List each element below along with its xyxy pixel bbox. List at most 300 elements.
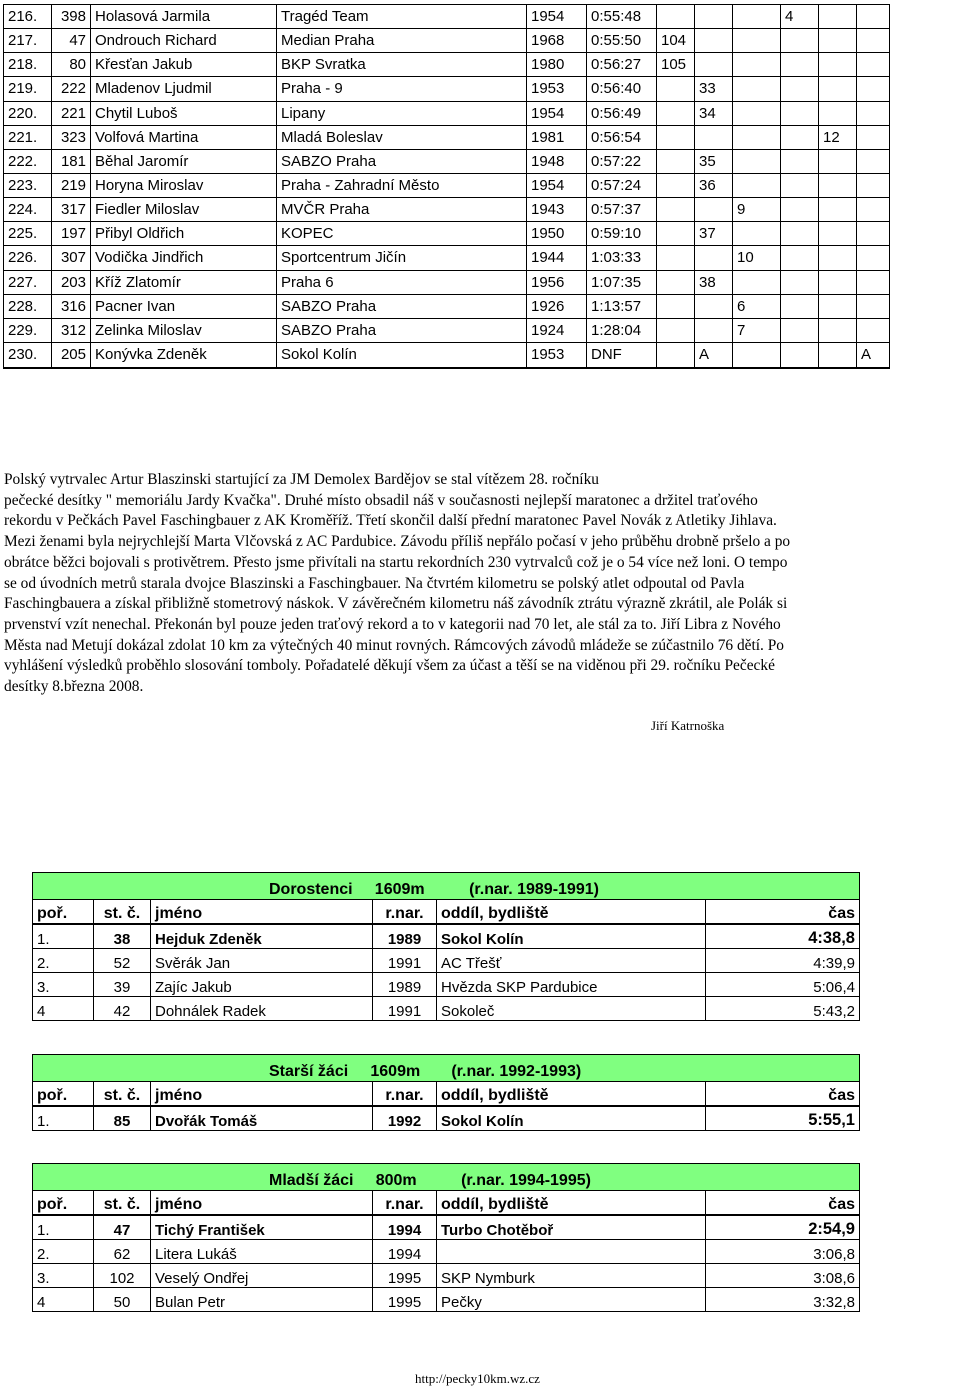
cell-no: 317	[52, 198, 91, 222]
header-no: st. č.	[94, 1191, 151, 1216]
cell-c12	[857, 198, 890, 222]
cell-name: Litera Lukáš	[151, 1240, 373, 1264]
cell-c12	[857, 246, 890, 270]
cell-c10	[781, 222, 819, 246]
cell-year: 1953	[527, 77, 587, 101]
cell-time: 5:55,1	[706, 1106, 860, 1131]
table-row	[33, 1240, 860, 1264]
cell-c9	[733, 29, 781, 53]
cell-place: 227.	[4, 270, 52, 294]
cell-year: 1989	[373, 973, 437, 997]
cell-c12	[857, 77, 890, 101]
cell-c12	[857, 270, 890, 294]
cell-c10	[781, 318, 819, 342]
cell-no: 323	[52, 125, 91, 149]
cell-time: 1:03:33	[587, 246, 657, 270]
report-line: Polský vytrvalec Artur Blaszinski startující za JM Demolex Bardějov se stal vítězem 28. ročníku	[4, 471, 599, 488]
header-club: oddíl, bydliště	[437, 1191, 706, 1216]
cell-year: 1948	[527, 149, 587, 173]
cell-time: 0:57:22	[587, 149, 657, 173]
cell-c9	[733, 53, 781, 77]
table-row	[4, 222, 890, 246]
cell-c7	[657, 222, 695, 246]
cell-year: 1954	[527, 101, 587, 125]
cell-c10	[781, 77, 819, 101]
cell-name: Volfová Martina	[91, 125, 277, 149]
cell-no: 197	[52, 222, 91, 246]
cell-no: 47	[94, 1215, 151, 1240]
category-title: Dorostenci 1609m (r.nar. 1989-1991)	[33, 873, 860, 900]
cell-c10	[781, 149, 819, 173]
cell-c12	[857, 222, 890, 246]
header-place: poř.	[33, 900, 94, 925]
cell-c8	[695, 246, 733, 270]
table-row	[4, 173, 890, 197]
table-row	[4, 53, 890, 77]
cell-c9	[733, 270, 781, 294]
header-place: poř.	[33, 1191, 94, 1216]
report-line: prvenství vzít nenechal. Překonán byl pouze jeden traťový rekord a to v kategorii nad 70 let, ale stál za to. Jiří Libra z Nového	[4, 615, 781, 633]
footer-url: http://pecky10km.wz.cz	[415, 1371, 540, 1386]
cell-time: 0:55:50	[587, 29, 657, 53]
cell-c9: 10	[733, 246, 781, 270]
cell-place: 224.	[4, 198, 52, 222]
cell-c8	[695, 294, 733, 318]
cell-c10	[781, 125, 819, 149]
category-title: Starší žáci 1609m (r.nar. 1992-1993)	[33, 1055, 860, 1082]
cell-c7	[657, 294, 695, 318]
cell-year: 1992	[373, 1106, 437, 1131]
cell-c7	[657, 342, 695, 368]
cell-time: 0:55:48	[587, 5, 657, 29]
cell-year: 1991	[373, 997, 437, 1021]
cell-time: 2:54,9	[706, 1215, 860, 1240]
cell-time: 0:56:40	[587, 77, 657, 101]
cell-no: 398	[52, 5, 91, 29]
cell-time: 0:56:49	[587, 101, 657, 125]
category-table-mladsi-zaci	[32, 1163, 860, 1312]
report-line: vyhlášení výsledků proběhlo slosování tomboly. Pořadatelé děkují všem za účast a těší se na viděnou při 29. ročníku Pečecké	[4, 657, 775, 675]
cell-place: 225.	[4, 222, 52, 246]
cell-time: 3:06,8	[706, 1240, 860, 1264]
cell-time: 1:28:04	[587, 318, 657, 342]
cell-no: 85	[94, 1106, 151, 1131]
cell-no: 38	[94, 924, 151, 949]
cell-c7: 104	[657, 29, 695, 53]
cell-name: Chytil Luboš	[91, 101, 277, 125]
table-row	[33, 949, 860, 973]
cell-time: 4:38,8	[706, 924, 860, 949]
cell-place: 2.	[33, 1240, 94, 1264]
cell-no: 52	[94, 949, 151, 973]
cell-c8: 34	[695, 101, 733, 125]
cell-no: 102	[94, 1264, 151, 1288]
table-row	[33, 1264, 860, 1288]
cell-place: 222.	[4, 149, 52, 173]
cell-time: 1:13:57	[587, 294, 657, 318]
table-row	[4, 101, 890, 125]
cell-c11: 12	[819, 125, 857, 149]
cell-time: 3:08,6	[706, 1264, 860, 1288]
cell-name: Křesťan Jakub	[91, 53, 277, 77]
header-year: r.nar.	[373, 1191, 437, 1216]
cell-club: Sokol Kolín	[277, 342, 527, 368]
cell-name: Hejduk Zdeněk	[151, 924, 373, 949]
cell-c7	[657, 5, 695, 29]
category-title-row	[33, 1164, 860, 1191]
cell-c7	[657, 125, 695, 149]
cell-no: 307	[52, 246, 91, 270]
cell-club: Sportcentrum Jičín	[277, 246, 527, 270]
cell-c8: 37	[695, 222, 733, 246]
cell-c12	[857, 125, 890, 149]
header-time: čas	[706, 900, 860, 925]
cell-time: 0:57:37	[587, 198, 657, 222]
cell-time: 4:39,9	[706, 949, 860, 973]
cell-no: 39	[94, 973, 151, 997]
cell-year: 1995	[373, 1288, 437, 1312]
cell-c8	[695, 318, 733, 342]
cell-place: 226.	[4, 246, 52, 270]
cell-c8: A	[695, 342, 733, 368]
cell-c12	[857, 294, 890, 318]
cell-name: Fiedler Miloslav	[91, 198, 277, 222]
cell-place: 2.	[33, 949, 94, 973]
cell-name: Zelinka Miloslav	[91, 318, 277, 342]
table-row	[4, 77, 890, 101]
cell-c10	[781, 270, 819, 294]
cell-year: 1968	[527, 29, 587, 53]
cell-club: Hvězda SKP Pardubice	[437, 973, 706, 997]
cell-c12	[857, 5, 890, 29]
cell-club: AC Třešť	[437, 949, 706, 973]
cell-club: Praha 6	[277, 270, 527, 294]
cell-name: Tichý František	[151, 1215, 373, 1240]
cell-year: 1924	[527, 318, 587, 342]
cell-name: Bulan Petr	[151, 1288, 373, 1312]
cell-year: 1954	[527, 5, 587, 29]
report-line: Města nad Metují dokázal zdolat 10 km za výtečných 40 minut rovných. Rámcových závodů mládeže se zúčastnilo 76 dětí. Po	[4, 636, 784, 654]
header-name: jméno	[151, 1082, 373, 1107]
cell-no: 80	[52, 53, 91, 77]
table-row	[4, 5, 890, 29]
cell-c7	[657, 198, 695, 222]
cell-place: 229.	[4, 318, 52, 342]
cell-place: 228.	[4, 294, 52, 318]
cell-c9: 6	[733, 294, 781, 318]
table-row	[33, 997, 860, 1021]
cell-time: 1:07:35	[587, 270, 657, 294]
category-title-row	[33, 873, 860, 900]
cell-no: 62	[94, 1240, 151, 1264]
cell-c7	[657, 77, 695, 101]
cell-no: 222	[52, 77, 91, 101]
cell-c9	[733, 149, 781, 173]
cell-name: Kříž Zlatomír	[91, 270, 277, 294]
cell-c11	[819, 101, 857, 125]
cell-club: MVČR Praha	[277, 198, 527, 222]
cell-c10: 4	[781, 5, 819, 29]
cell-c8	[695, 5, 733, 29]
results-table	[3, 4, 890, 369]
cell-year: 1944	[527, 246, 587, 270]
cell-time: DNF	[587, 342, 657, 368]
cell-c11	[819, 77, 857, 101]
cell-name: Dohnálek Radek	[151, 997, 373, 1021]
cell-name: Veselý Ondřej	[151, 1264, 373, 1288]
cell-year: 1950	[527, 222, 587, 246]
cell-club: SABZO Praha	[277, 294, 527, 318]
cell-name: Konývka Zdeněk	[91, 342, 277, 368]
report-line: Faschingbauera a získal přibližně stometrový náskok. V závěrečném kilometru náš závodník ztrátu výrazně zkrátil, ale Polák si	[4, 595, 788, 613]
cell-c7	[657, 270, 695, 294]
table-row	[33, 1106, 860, 1131]
category-header-row	[33, 1191, 860, 1216]
header-club: oddíl, bydliště	[437, 1082, 706, 1107]
category-header-row	[33, 1082, 860, 1107]
cell-club: Sokoleč	[437, 997, 706, 1021]
cell-place: 3.	[33, 973, 94, 997]
cell-club: Sokol Kolín	[437, 1106, 706, 1131]
cell-c8	[695, 29, 733, 53]
cell-no: 47	[52, 29, 91, 53]
cell-no: 203	[52, 270, 91, 294]
cell-name: Vodička Jindřich	[91, 246, 277, 270]
header-year: r.nar.	[373, 900, 437, 925]
cell-c12	[857, 101, 890, 125]
cell-place: 1.	[33, 1215, 94, 1240]
cell-c9	[733, 222, 781, 246]
cell-place: 4	[33, 997, 94, 1021]
cell-club	[437, 1240, 706, 1264]
cell-place: 230.	[4, 342, 52, 368]
cell-name: Dvořák Tomáš	[151, 1106, 373, 1131]
cell-year: 1995	[373, 1264, 437, 1288]
header-year: r.nar.	[373, 1082, 437, 1107]
cell-time: 5:43,2	[706, 997, 860, 1021]
cell-c9	[733, 173, 781, 197]
cell-c8	[695, 53, 733, 77]
cell-c10	[781, 53, 819, 77]
cell-c9: 7	[733, 318, 781, 342]
cell-place: 220.	[4, 101, 52, 125]
cell-year: 1994	[373, 1215, 437, 1240]
cell-c11	[819, 270, 857, 294]
header-no: st. č.	[94, 1082, 151, 1107]
table-row	[4, 149, 890, 173]
cell-c10	[781, 246, 819, 270]
cell-year: 1994	[373, 1240, 437, 1264]
cell-c11	[819, 246, 857, 270]
cell-year: 1954	[527, 173, 587, 197]
cell-c10	[781, 173, 819, 197]
cell-c12: A	[857, 342, 890, 368]
cell-year: 1989	[373, 924, 437, 949]
cell-time: 5:06,4	[706, 973, 860, 997]
cell-club: SKP Nymburk	[437, 1264, 706, 1288]
cell-year: 1926	[527, 294, 587, 318]
report-line: desítky 8.března 2008.	[4, 678, 144, 696]
cell-name: Mladenov Ljudmil	[91, 77, 277, 101]
cell-place: 218.	[4, 53, 52, 77]
cell-no: 316	[52, 294, 91, 318]
cell-c9	[733, 342, 781, 368]
cell-club: Pečky	[437, 1288, 706, 1312]
cell-year: 1980	[527, 53, 587, 77]
table-row	[4, 29, 890, 53]
cell-c11	[819, 53, 857, 77]
cell-c12	[857, 149, 890, 173]
cell-club: Turbo Chotěboř	[437, 1215, 706, 1240]
table-row	[4, 342, 890, 368]
cell-c7	[657, 246, 695, 270]
cell-c7	[657, 101, 695, 125]
cell-no: 42	[94, 997, 151, 1021]
category-title-row	[33, 1055, 860, 1082]
cell-time: 0:57:24	[587, 173, 657, 197]
cell-c8: 38	[695, 270, 733, 294]
cell-place: 4	[33, 1288, 94, 1312]
cell-c10	[781, 342, 819, 368]
table-row	[4, 318, 890, 342]
cell-c12	[857, 53, 890, 77]
cell-no: 181	[52, 149, 91, 173]
table-row	[4, 246, 890, 270]
cell-c10	[781, 294, 819, 318]
cell-club: Tragéd Team	[277, 5, 527, 29]
cell-no: 50	[94, 1288, 151, 1312]
cell-c11	[819, 342, 857, 368]
table-row	[33, 973, 860, 997]
cell-club: Median Praha	[277, 29, 527, 53]
report-line: rekordu v Pečkách Pavel Faschingbauer z AK Kroměříž. Třetí skončil další přední maratonec Pavel Novák z Atletiky Jihlava.	[4, 512, 777, 530]
cell-name: Zajíc Jakub	[151, 973, 373, 997]
cell-place: 216.	[4, 5, 52, 29]
cell-name: Běhal Jaromír	[91, 149, 277, 173]
cell-no: 312	[52, 318, 91, 342]
cell-c8: 33	[695, 77, 733, 101]
table-row	[4, 125, 890, 149]
cell-club: Mladá Boleslav	[277, 125, 527, 149]
report-line: pečecké desítky " memoriálu Jardy Kvačka". Druhé místo obsadil náš v současnosti nejlepší maratonec a držitel traťového	[4, 491, 758, 509]
cell-name: Ondrouch Richard	[91, 29, 277, 53]
cell-place: 1.	[33, 924, 94, 949]
cell-c11	[819, 173, 857, 197]
race-report	[4, 470, 960, 698]
report-line: Mezi ženami byla nejrychlejší Marta Vlčovská z AC Pardubice. Závodu příliš nepřálo počasí v jeho průběhu drobně pršelo a po	[4, 533, 791, 551]
report-line: obrátce běžci bojovali s protivětrem. Přesto jsme přivítali na startu rekordních 230 vytrvalců což je o 54 více než loni. O tempo	[4, 553, 788, 571]
cell-c11	[819, 318, 857, 342]
cell-c9	[733, 5, 781, 29]
cell-c12	[857, 173, 890, 197]
cell-time: 0:56:27	[587, 53, 657, 77]
table-row	[4, 294, 890, 318]
cell-c11	[819, 29, 857, 53]
cell-c7	[657, 318, 695, 342]
cell-c11	[819, 5, 857, 29]
cell-club: Praha - 9	[277, 77, 527, 101]
table-row	[4, 270, 890, 294]
header-club: oddíl, bydliště	[437, 900, 706, 925]
cell-year: 1953	[527, 342, 587, 368]
cell-c8	[695, 125, 733, 149]
cell-c10	[781, 198, 819, 222]
cell-c8: 35	[695, 149, 733, 173]
cell-time: 0:56:54	[587, 125, 657, 149]
cell-year: 1981	[527, 125, 587, 149]
cell-name: Svěrák Jan	[151, 949, 373, 973]
cell-c7	[657, 173, 695, 197]
table-row	[33, 924, 860, 949]
cell-c9	[733, 77, 781, 101]
cell-c12	[857, 318, 890, 342]
cell-c7: 105	[657, 53, 695, 77]
header-time: čas	[706, 1082, 860, 1107]
cell-name: Přibyl Oldřich	[91, 222, 277, 246]
cell-c8: 36	[695, 173, 733, 197]
header-time: čas	[706, 1191, 860, 1216]
cell-c11	[819, 149, 857, 173]
cell-name: Holasová Jarmila	[91, 5, 277, 29]
table-row	[33, 1288, 860, 1312]
cell-place: 3.	[33, 1264, 94, 1288]
cell-year: 1943	[527, 198, 587, 222]
cell-club: SABZO Praha	[277, 149, 527, 173]
cell-c9: 9	[733, 198, 781, 222]
cell-place: 219.	[4, 77, 52, 101]
cell-c10	[781, 101, 819, 125]
cell-club: KOPEC	[277, 222, 527, 246]
cell-c12	[857, 29, 890, 53]
cell-place: 1.	[33, 1106, 94, 1131]
cell-c11	[819, 198, 857, 222]
cell-no: 205	[52, 342, 91, 368]
cell-no: 221	[52, 101, 91, 125]
category-table-starsi-zaci	[32, 1054, 860, 1131]
cell-club: BKP Svratka	[277, 53, 527, 77]
cell-c10	[781, 29, 819, 53]
cell-place: 217.	[4, 29, 52, 53]
category-table-dorostenci	[32, 872, 860, 1021]
cell-club: Lipany	[277, 101, 527, 125]
report-author: Jiří Katrnoška	[651, 718, 725, 733]
cell-c9	[733, 101, 781, 125]
header-no: st. č.	[94, 900, 151, 925]
header-name: jméno	[151, 900, 373, 925]
cell-c8	[695, 198, 733, 222]
cell-year: 1956	[527, 270, 587, 294]
cell-year: 1991	[373, 949, 437, 973]
cell-c11	[819, 294, 857, 318]
table-row	[33, 1215, 860, 1240]
header-place: poř.	[33, 1082, 94, 1107]
cell-club: Sokol Kolín	[437, 924, 706, 949]
cell-time: 0:59:10	[587, 222, 657, 246]
category-header-row	[33, 900, 860, 925]
table-row	[4, 198, 890, 222]
report-line: se od úvodních metrů starala dvojce Blaszinski a Faschingbauer. Na čtvrtém kilometru se polský atlet odpoutal od Pavla	[4, 574, 745, 592]
category-title: Mladší žáci 800m (r.nar. 1994-1995)	[33, 1164, 860, 1191]
cell-club: Praha - Zahradní Město	[277, 173, 527, 197]
cell-c11	[819, 222, 857, 246]
cell-place: 223.	[4, 173, 52, 197]
cell-place: 221.	[4, 125, 52, 149]
cell-time: 3:32,8	[706, 1288, 860, 1312]
header-name: jméno	[151, 1191, 373, 1216]
cell-no: 219	[52, 173, 91, 197]
cell-name: Horyna Miroslav	[91, 173, 277, 197]
cell-c9	[733, 125, 781, 149]
